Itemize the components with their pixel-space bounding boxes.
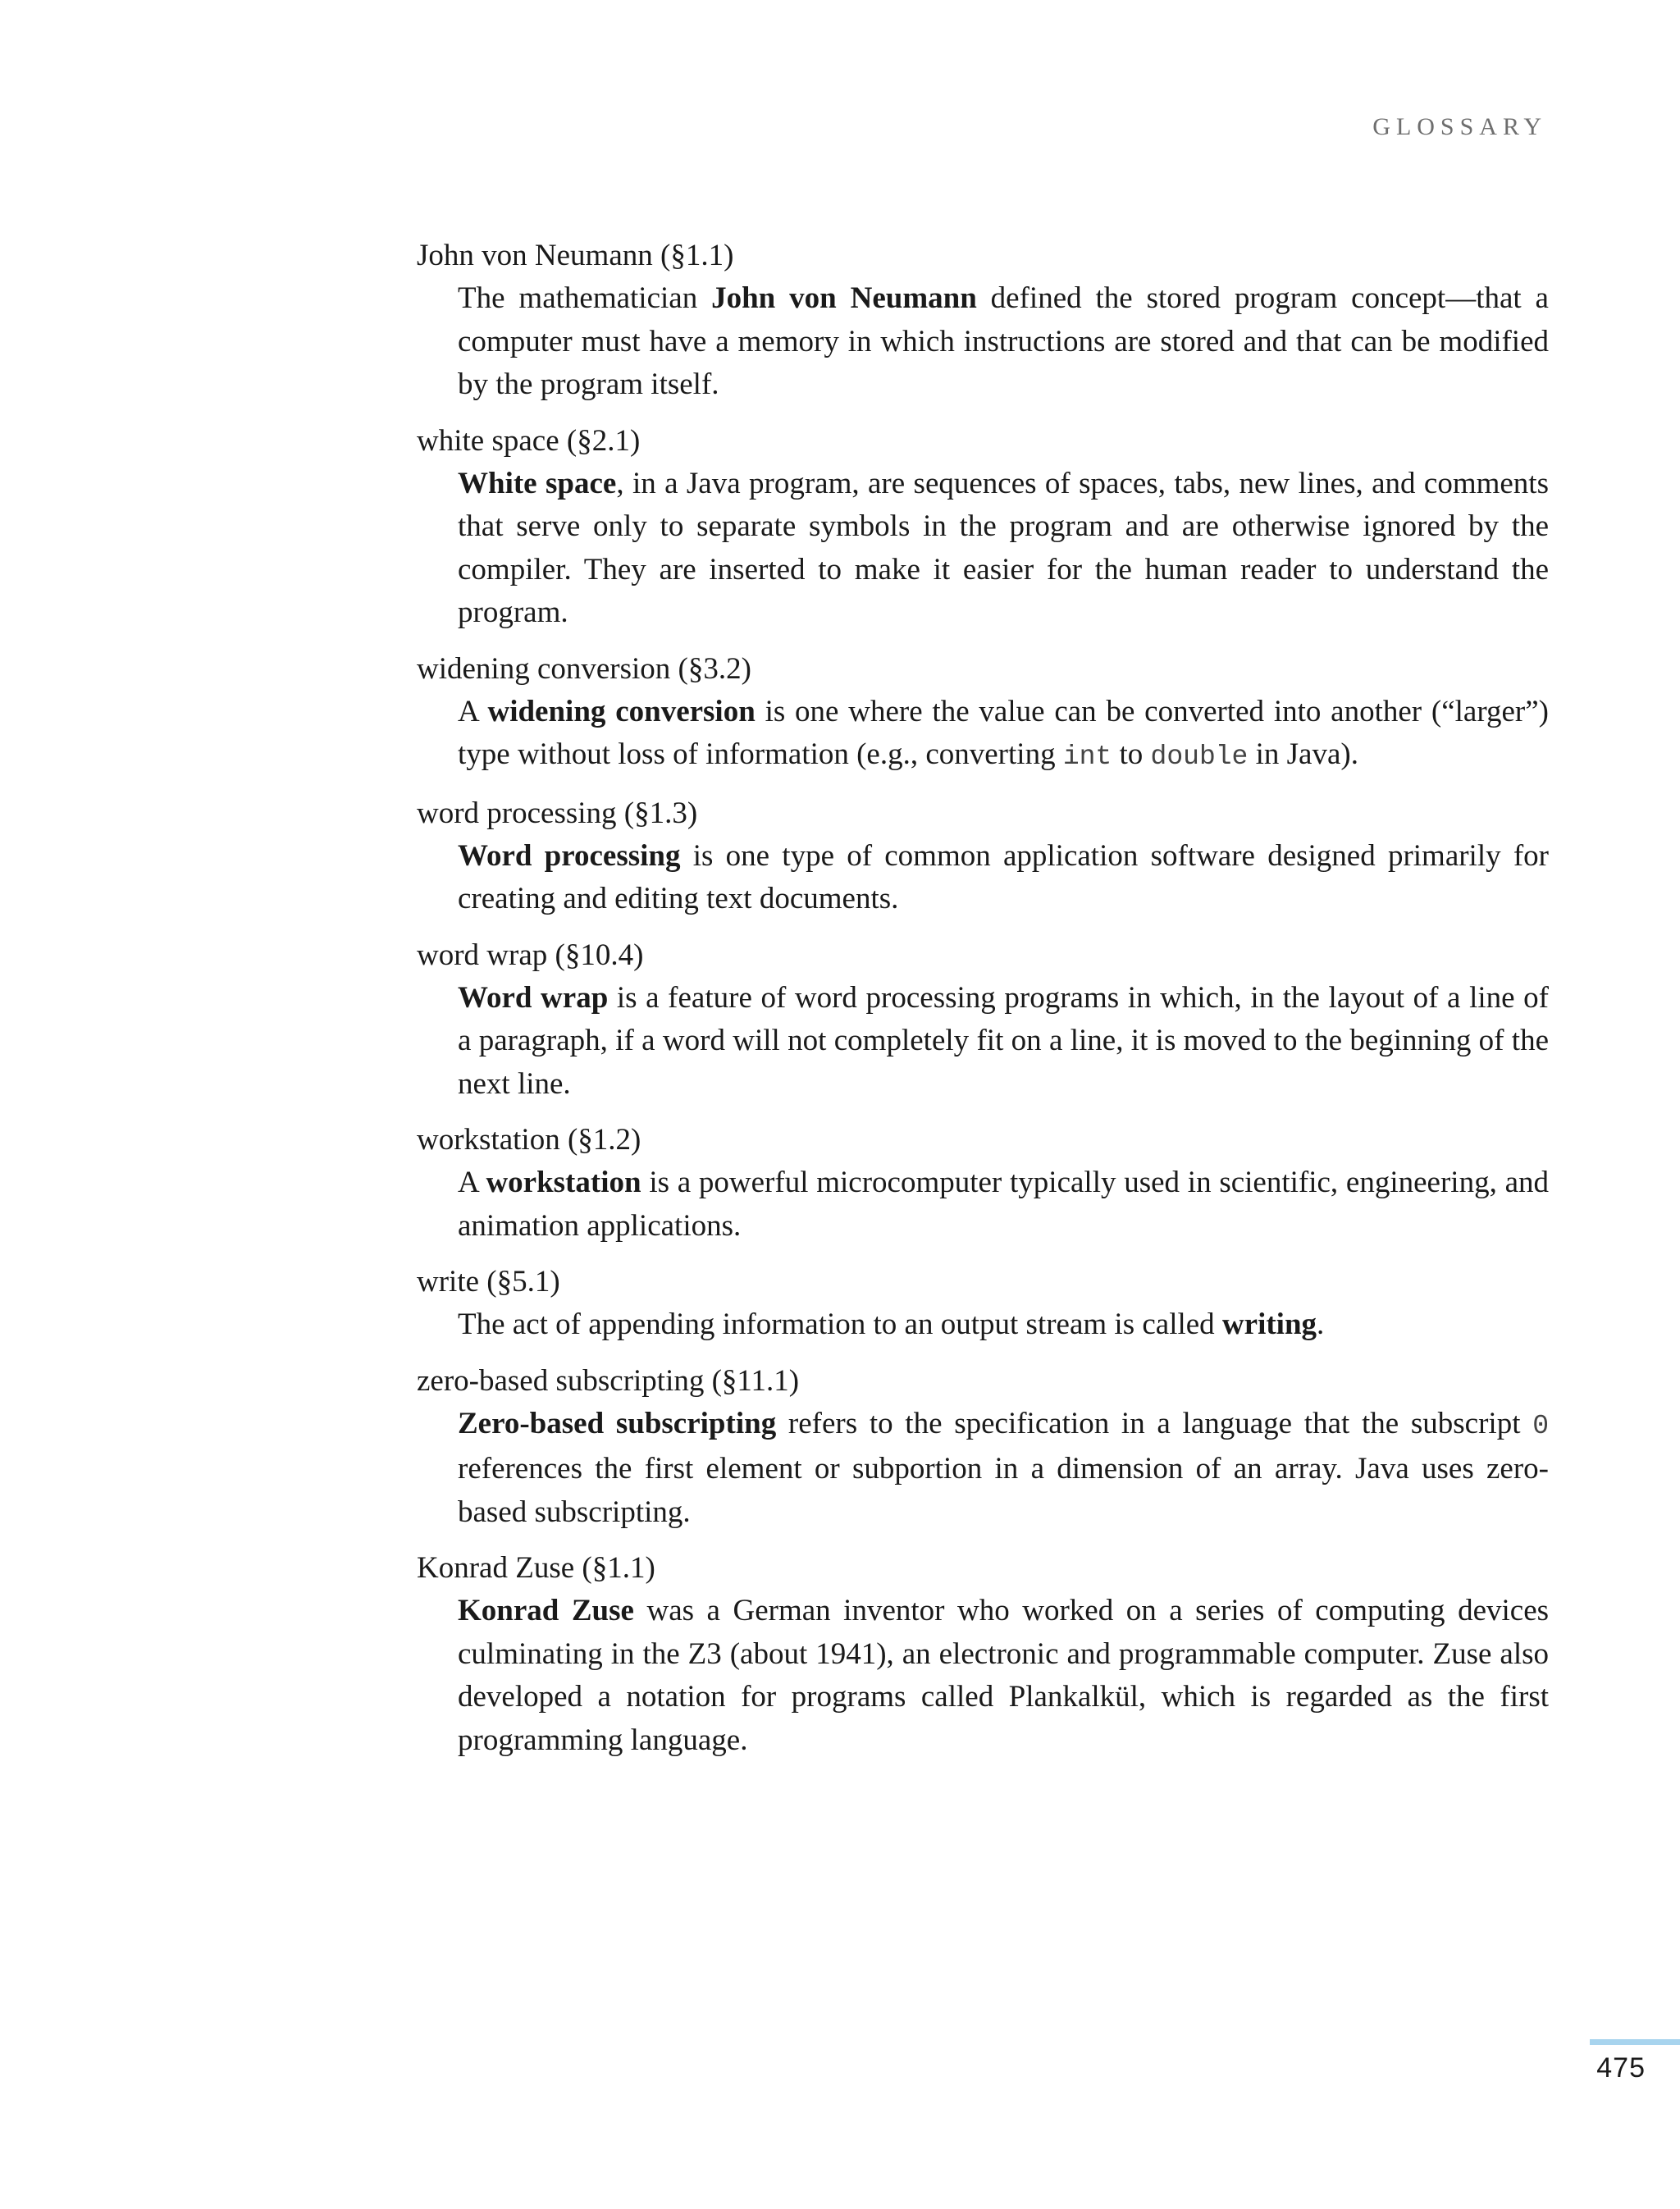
glossary-term: widening conversion (§3.2)	[417, 651, 751, 686]
glossary-entry-konrad-zuse	[417, 1547, 1549, 1762]
glossary-definition	[458, 977, 1549, 1107]
glossary-definition	[458, 463, 1549, 635]
glossary-definition	[458, 1162, 1549, 1248]
definition-bold-term: White space	[458, 466, 617, 500]
glossary-term: zero-based subscripting (§11.1)	[417, 1363, 800, 1398]
glossary-entries	[417, 235, 1549, 1775]
page-number-rule	[1590, 2039, 1680, 2045]
glossary-definition	[458, 1590, 1549, 1762]
definition-bold-term: Konrad Zuse	[458, 1594, 634, 1627]
glossary-term: word wrap (§10.4)	[417, 938, 644, 972]
definition-text: is a feature of word processing programs in which, in the layout of a line of a paragraph, if a word will not completely fit on a line, it is moved to the beginning of the next line.	[458, 980, 1549, 1101]
definition-text: in Java).	[1248, 737, 1358, 771]
definition-text: to	[1112, 737, 1151, 771]
glossary-definition	[458, 1403, 1549, 1535]
glossary-entry-word-processing	[417, 792, 1549, 921]
code-keyword: 0	[1532, 1410, 1549, 1441]
definition-bold-term: Word processing	[458, 838, 681, 873]
glossary-term: Konrad Zuse (§1.1)	[417, 1551, 655, 1585]
glossary-definition	[458, 835, 1549, 921]
glossary-entry-write	[417, 1261, 1549, 1347]
definition-text: A	[458, 1166, 486, 1199]
definition-text: references the first element or subportion in a dimension of an array. Java uses zero-based subscripting.	[458, 1452, 1549, 1529]
definition-text: refers to the specification in a language that the subscript	[776, 1406, 1533, 1440]
glossary-entry-white-space	[417, 420, 1549, 635]
glossary-term: John von Neumann (§1.1)	[417, 239, 734, 272]
definition-text: The act of appending information to an output stream is called	[458, 1308, 1222, 1341]
glossary-entry-widening-conversion	[417, 648, 1549, 779]
glossary-term: workstation (§1.2)	[417, 1123, 641, 1157]
code-keyword: double	[1150, 742, 1249, 772]
definition-bold-term: workstation	[486, 1166, 641, 1199]
glossary-entry-workstation	[417, 1119, 1549, 1248]
definition-text: The mathematician	[458, 281, 712, 315]
glossary-term: word processing (§1.3)	[417, 796, 698, 830]
definition-text: .	[1317, 1308, 1325, 1341]
definition-text: is one where the value can be converted into another (“larger”) type without loss of information (e.g., converting	[458, 694, 1549, 771]
definition-bold-term: John von Neumann	[711, 281, 977, 315]
glossary-entry-john-von-neumann	[417, 235, 1549, 407]
definition-bold-term: writing	[1221, 1308, 1317, 1341]
glossary-term: white space (§2.1)	[417, 423, 641, 458]
definition-text: is one type of common application software designed primarily for creating and editing text documents.	[458, 838, 1549, 915]
glossary-term: write (§5.1)	[417, 1265, 560, 1298]
definition-text: is a powerful microcomputer typically used in scientific, engineering, and animation applications.	[458, 1166, 1549, 1243]
definition-text: defined the stored program concept—that a computer must have a memory in which instructions are stored and that can be modified by the program itself.	[458, 281, 1549, 401]
definition-text: was a German inventor who worked on a series of computing devices culminating in the Z3 (about 1941), an electronic and programmable computer. Zuse also developed a notation for programs called Plankalkül, which is regarded as the first programming language.	[458, 1594, 1550, 1757]
code-keyword: int	[1062, 742, 1112, 772]
glossary-definition	[458, 277, 1549, 407]
definition-bold-term: Word wrap	[458, 980, 609, 1015]
running-head: GLOSSARY	[1372, 113, 1547, 140]
definition-text: A	[458, 694, 488, 728]
glossary-entry-word-wrap	[417, 934, 1549, 1107]
glossary-entry-zero-based-subscripting	[417, 1360, 1549, 1535]
glossary-definition	[458, 1303, 1549, 1347]
page-number: 475	[1596, 2052, 1646, 2083]
glossary-definition	[458, 691, 1549, 779]
definition-text: , in a Java program, are sequences of spaces, tabs, new lines, and comments that serve only to separate symbols in the program and are otherwise ignored by the compiler. They are inserted to make it easier for the human reader to understand the program.	[458, 466, 1549, 629]
definition-bold-term: Zero-based subscripting	[458, 1406, 777, 1440]
definition-bold-term: widening conversion	[487, 694, 756, 728]
